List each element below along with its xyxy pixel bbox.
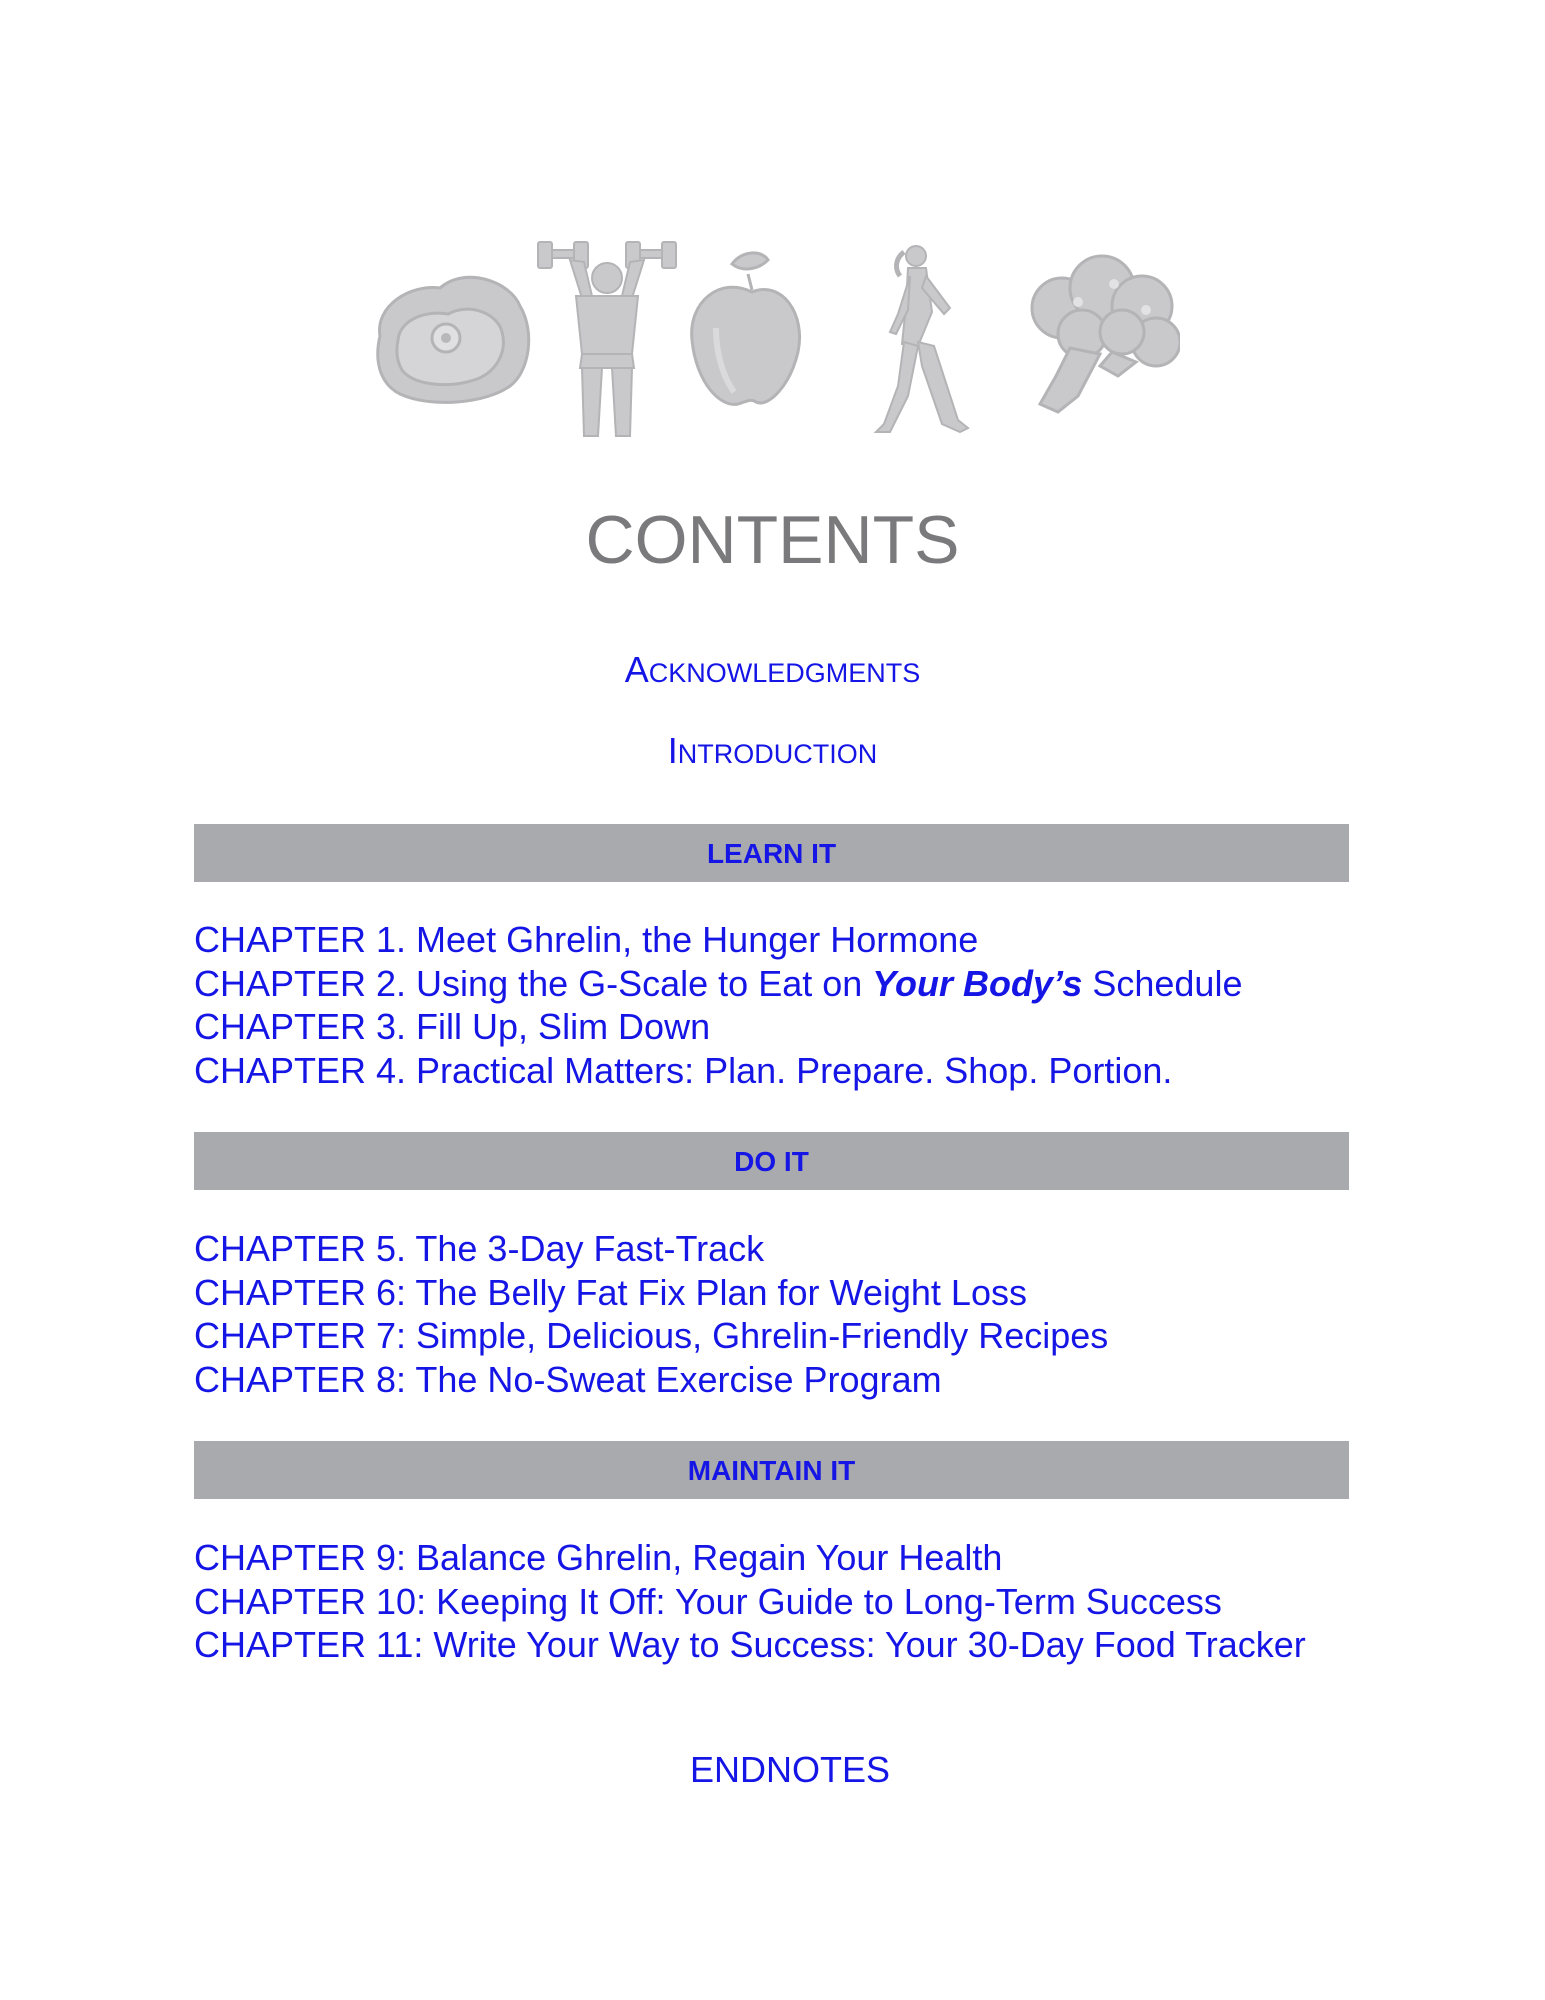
chapter-8-link[interactable]: CHAPTER 8: The No-Sweat Exercise Program	[194, 1358, 942, 1400]
section-header-maintain-it: MAINTAIN IT	[194, 1441, 1349, 1499]
steak-icon	[378, 277, 529, 402]
header-illustration	[370, 236, 1180, 442]
chapter-list-learn-it	[194, 918, 1354, 1092]
walking-woman-icon	[876, 246, 968, 432]
acknowledgments-link[interactable]	[0, 650, 1545, 693]
section-header-do-it: DO IT	[194, 1132, 1349, 1190]
chapter-2-emphasis: Your Body’s	[872, 962, 1083, 1004]
chapter-6-link[interactable]: CHAPTER 6: The Belly Fat Fix Plan for Weight Loss	[194, 1271, 1027, 1313]
introduction-link[interactable]	[0, 731, 1545, 774]
weightlifter-icon	[538, 242, 676, 436]
page-title: CONTENTS	[585, 502, 960, 578]
chapter-11-link[interactable]: CHAPTER 11: Write Your Way to Success: Your 30-Day Food Tracker	[194, 1624, 1306, 1665]
chapter-4-link[interactable]: CHAPTER 4. Practical Matters: Plan. Prepare. Shop. Portion.	[194, 1049, 1173, 1091]
chapter-7-link[interactable]: CHAPTER 7: Simple, Delicious, Ghrelin-Friendly Recipes	[194, 1315, 1109, 1356]
chapter-1-link[interactable]: CHAPTER 1. Meet Ghrelin, the Hunger Hormone	[194, 919, 979, 960]
chapter-3-link[interactable]: CHAPTER 3. Fill Up, Slim Down	[194, 1006, 711, 1047]
chapter-5-link[interactable]: CHAPTER 5. The 3-Day Fast-Track	[194, 1228, 765, 1269]
chapter-10-link[interactable]: CHAPTER 10: Keeping It Off: Your Guide to Long-Term Success	[194, 1580, 1222, 1622]
chapter-list-maintain-it	[194, 1536, 1354, 1667]
introduction-rest: NTRODUCTION	[677, 739, 878, 769]
endnotes-link[interactable]: ENDNOTES	[689, 1749, 891, 1790]
acknowledgments-rest: CKNOWLEDGMENTS	[648, 658, 921, 688]
chapter-9-link[interactable]: CHAPTER 9: Balance Ghrelin, Regain Your Health	[194, 1537, 1003, 1578]
chapter-2-link[interactable]	[194, 962, 1354, 1006]
introduction-initial: I	[667, 730, 678, 771]
section-header-learn-it: LEARN IT	[194, 824, 1349, 882]
acknowledgments-initial: A	[624, 649, 649, 690]
chapter-2-text-start: CHAPTER 2. Using the G-Scale to Eat on	[194, 962, 873, 1004]
chapter-list-do-it	[194, 1227, 1354, 1401]
apple-icon	[692, 253, 800, 404]
broccoli-icon	[1032, 256, 1180, 412]
chapter-2-text-end: Schedule	[1082, 962, 1243, 1004]
